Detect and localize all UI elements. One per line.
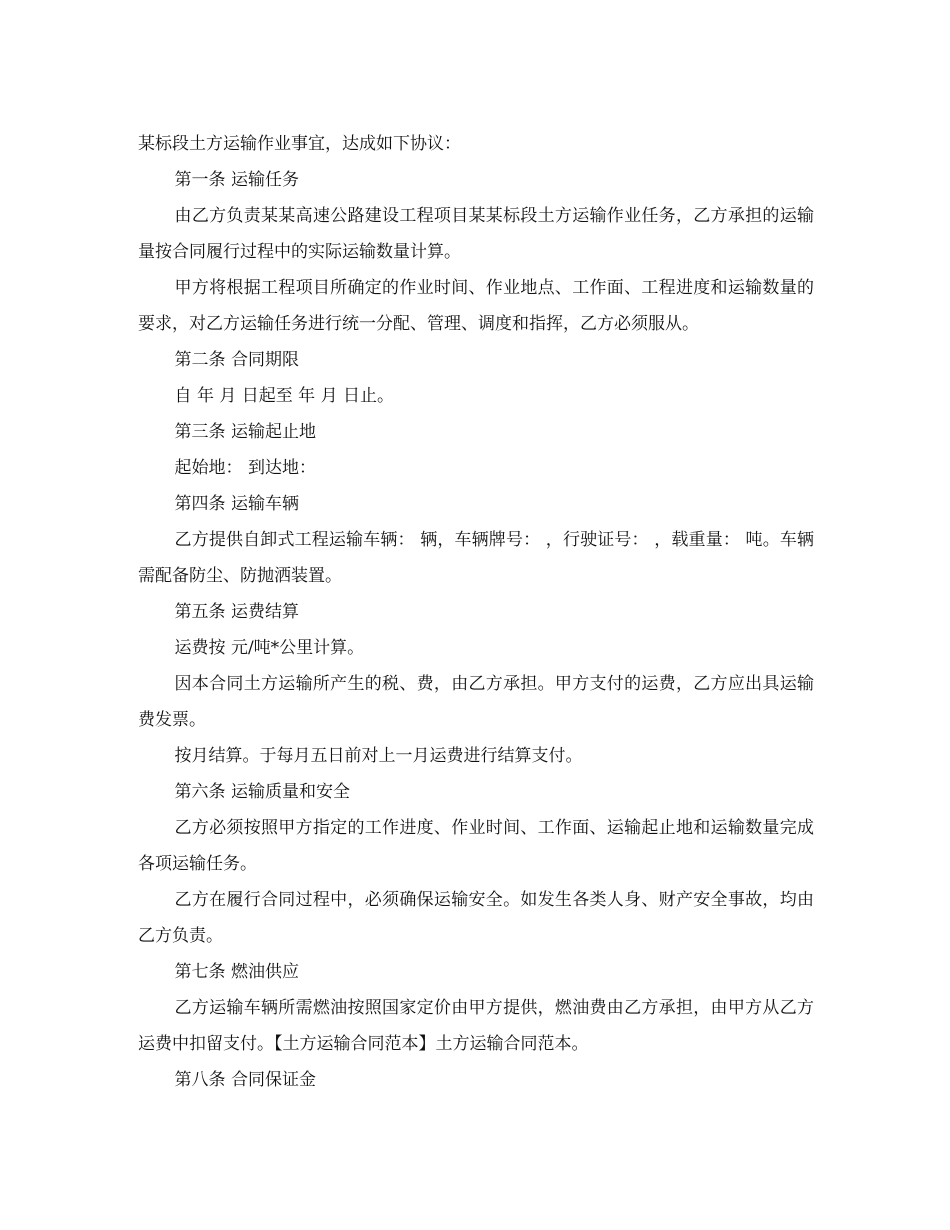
heading-article-1: 第一条 运输任务: [174, 170, 299, 190]
paragraph: 乙方运输车辆所需燃油按照国家定价由甲方提供，燃油费由乙方承担，由甲方从乙方运费中扣留支付。【土方运输合同范本】土方运输合同范本。: [138, 998, 814, 1054]
paragraph: 乙方在履行合同过程中，必须确保运输安全。如发生各类人身、财产安全事故，均由乙方负责。: [138, 890, 814, 946]
heading-article-7: 第七条 燃油供应: [174, 962, 299, 982]
heading-article-3: 第三条 运输起止地: [174, 422, 316, 442]
paragraph: 甲方将根据工程项目所确定的作业时间、作业地点、工作面、工程进度和运输数量的要求，对乙方运输任务进行统一分配、管理、调度和指挥，乙方必须服从。: [138, 278, 814, 334]
paragraph: 由乙方负责某某高速公路建设工程项目某某标段土方运输作业任务，乙方承担的运输量按合同履行过程中的实际运输数量计算。: [138, 206, 814, 262]
heading-article-2: 第二条 合同期限: [174, 350, 299, 370]
heading-article-6: 第六条 运输质量和安全: [174, 782, 350, 802]
document-body: [138, 126, 814, 1098]
paragraph: 因本合同土方运输所产生的税、费，由乙方承担。甲方支付的运费，乙方应出具运输费发票。: [138, 674, 814, 730]
heading-article-8: 第八条 合同保证金: [174, 1070, 316, 1090]
paragraph: 自 年 月 日起至 年 月 日止。: [174, 386, 394, 406]
paragraph: 乙方提供自卸式工程运输车辆： 辆，车辆牌号： ，行驶证号： ，载重量： 吨。车辆需配备防尘、防抛洒装置。: [138, 530, 814, 586]
paragraph-intro: 某标段土方运输作业事宜，达成如下协议：: [138, 134, 461, 154]
heading-article-4: 第四条 运输车辆: [174, 494, 299, 514]
paragraph: 乙方必须按照甲方指定的工作进度、作业时间、工作面、运输起止地和运输数量完成各项运输任务。: [138, 818, 814, 874]
paragraph: 按月结算。于每月五日前对上一月运费进行结算支付。: [174, 746, 583, 766]
paragraph: 起始地： 到达地：: [174, 458, 316, 478]
heading-article-5: 第五条 运费结算: [174, 602, 299, 622]
paragraph: 运费按 元/吨*公里计算。: [174, 638, 365, 658]
